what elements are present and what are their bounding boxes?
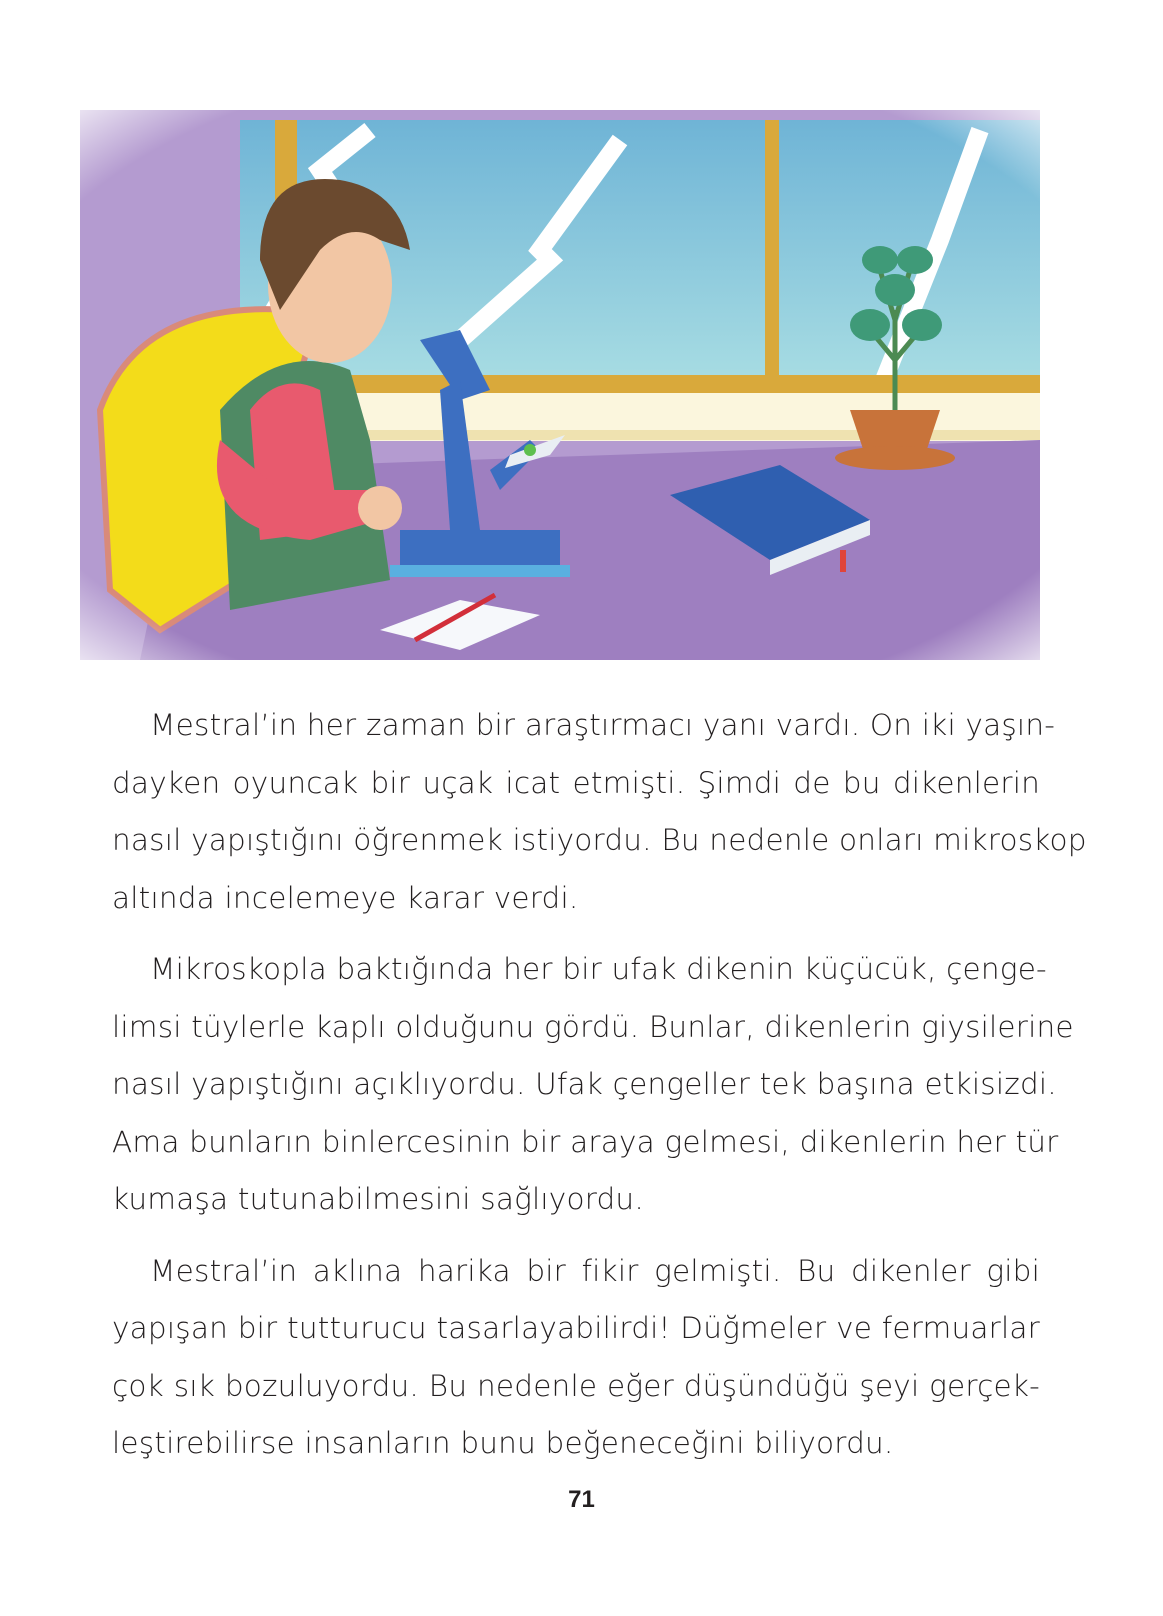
paragraph-3 xyxy=(112,1243,1040,1473)
illustration-boy-with-microscope xyxy=(80,110,1040,660)
text-line: leştirebilirse insanların bunu beğeneceğini biliyordu. xyxy=(112,1426,894,1460)
text-line: dayken oyuncak bir uçak icat etmişti. Şimdi de bu dikenlerin xyxy=(112,765,1040,800)
microscope-scene-image xyxy=(80,110,1040,660)
text-line: çok sık bozuluyordu. Bu nedenle eğer düşündüğü şeyi gerçek- xyxy=(112,1368,1040,1403)
text-line: Mestral’in aklına harika bir fikir gelmişti. Bu dikenler gibi xyxy=(150,1253,1040,1288)
text-line: nasıl yapıştığını öğrenmek istiyordu. Bu nedenle onları mikroskop xyxy=(112,823,1087,857)
text-line: Mestral’in her zaman bir araştırmacı yanı vardı. On iki yaşın- xyxy=(150,708,1056,742)
text-line: Mikroskopla baktığında her bir ufak dikenin küçücük, çenge- xyxy=(150,952,1047,986)
text-line: yapışan bir tutturucu tasarlayabilirdi! Düğmeler ve fermuarlar xyxy=(112,1311,1040,1345)
paragraph-2 xyxy=(112,941,1074,1229)
paragraph-1 xyxy=(112,697,1087,927)
text-line: kumaşa tutunabilmesini sağlıyordu. xyxy=(112,1182,644,1216)
text-line: nasıl yapıştığını açıklıyordu. Ufak çengeller tek başına etkisizdi. xyxy=(112,1067,1057,1101)
story-text xyxy=(112,697,1087,1487)
page-number: 71 xyxy=(568,1486,595,1513)
text-line: Ama bunların binlercesinin bir araya gelmesi, dikenlerin her tür xyxy=(112,1124,1059,1159)
text-line: limsi tüylerle kaplı olduğunu gördü. Bunlar, dikenlerin giysilerine xyxy=(112,1009,1074,1044)
text-line: altında incelemeye karar verdi. xyxy=(112,880,579,915)
